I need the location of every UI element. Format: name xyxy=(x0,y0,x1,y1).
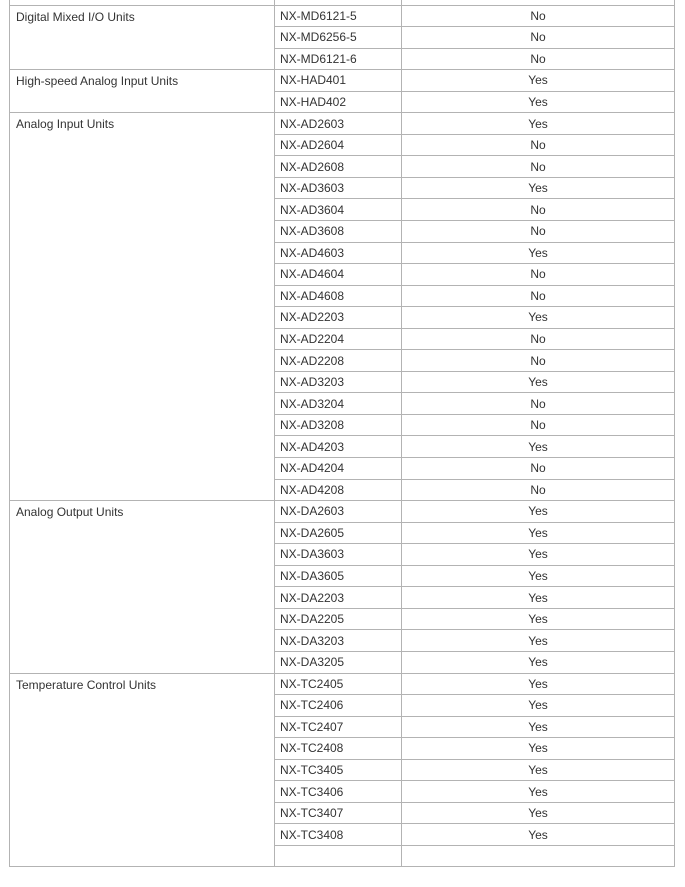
support-cell: Yes xyxy=(402,651,675,673)
model-cell: NX-AD2604 xyxy=(275,134,402,156)
category-cell: Temperature Control Units xyxy=(10,673,275,867)
table-body xyxy=(10,0,675,867)
model-cell: NX-AD4603 xyxy=(275,242,402,264)
table-row xyxy=(10,113,675,135)
support-cell: No xyxy=(402,350,675,372)
table-row xyxy=(10,5,675,27)
model-cell: NX-AD3204 xyxy=(275,393,402,415)
support-cell: No xyxy=(402,479,675,501)
model-cell: NX-TC2407 xyxy=(275,716,402,738)
table-row xyxy=(10,673,675,695)
model-cell: NX-TC3406 xyxy=(275,781,402,803)
support-cell: Yes xyxy=(402,565,675,587)
support-cell: No xyxy=(402,199,675,221)
model-cell: NX-DA3605 xyxy=(275,565,402,587)
support-cell: Yes xyxy=(402,716,675,738)
table-row xyxy=(10,501,675,523)
category-cell: Analog Input Units xyxy=(10,113,275,501)
support-cell: Yes xyxy=(402,759,675,781)
units-support-table xyxy=(9,0,675,867)
model-cell: NX-AD4204 xyxy=(275,458,402,480)
model-cell: NX-DA3203 xyxy=(275,630,402,652)
model-cell: NX-HAD402 xyxy=(275,91,402,113)
support-cell xyxy=(402,845,675,867)
model-cell: NX-AD3608 xyxy=(275,221,402,243)
model-cell: NX-AD2608 xyxy=(275,156,402,178)
support-cell: Yes xyxy=(402,91,675,113)
category-cell: Digital Mixed I/O Units xyxy=(10,5,275,70)
support-cell: Yes xyxy=(402,113,675,135)
support-cell: No xyxy=(402,328,675,350)
support-cell: Yes xyxy=(402,738,675,760)
support-cell: No xyxy=(402,393,675,415)
support-cell: No xyxy=(402,285,675,307)
support-cell: Yes xyxy=(402,824,675,846)
model-cell: NX-TC2408 xyxy=(275,738,402,760)
support-cell: No xyxy=(402,221,675,243)
model-cell: NX-DA3205 xyxy=(275,651,402,673)
model-cell: NX-AD2208 xyxy=(275,350,402,372)
model-cell: NX-DA2603 xyxy=(275,501,402,523)
model-cell: NX-DA2605 xyxy=(275,522,402,544)
support-cell: No xyxy=(402,27,675,49)
model-cell: NX-AD3203 xyxy=(275,371,402,393)
support-cell: No xyxy=(402,48,675,70)
support-cell: No xyxy=(402,134,675,156)
model-cell: NX-AD4208 xyxy=(275,479,402,501)
model-cell: NX-TC3407 xyxy=(275,802,402,824)
support-cell: Yes xyxy=(402,544,675,566)
model-cell xyxy=(275,845,402,867)
support-cell: Yes xyxy=(402,802,675,824)
support-cell: Yes xyxy=(402,177,675,199)
model-cell: NX-MD6256-5 xyxy=(275,27,402,49)
support-cell: Yes xyxy=(402,781,675,803)
model-cell: NX-TC2406 xyxy=(275,695,402,717)
support-cell: Yes xyxy=(402,522,675,544)
support-cell: Yes xyxy=(402,695,675,717)
support-cell: Yes xyxy=(402,242,675,264)
support-cell: Yes xyxy=(402,501,675,523)
support-cell: Yes xyxy=(402,630,675,652)
model-cell: NX-AD2603 xyxy=(275,113,402,135)
model-cell: NX-AD3208 xyxy=(275,414,402,436)
model-cell: NX-DA2203 xyxy=(275,587,402,609)
support-cell: No xyxy=(402,156,675,178)
support-cell: Yes xyxy=(402,436,675,458)
support-cell: No xyxy=(402,414,675,436)
model-cell: NX-AD4203 xyxy=(275,436,402,458)
support-cell: Yes xyxy=(402,307,675,329)
model-cell: NX-TC3408 xyxy=(275,824,402,846)
model-cell: NX-DA2205 xyxy=(275,608,402,630)
model-cell: NX-AD2204 xyxy=(275,328,402,350)
support-cell: No xyxy=(402,5,675,27)
model-cell: NX-AD3604 xyxy=(275,199,402,221)
model-cell: NX-TC3405 xyxy=(275,759,402,781)
model-cell: NX-AD3603 xyxy=(275,177,402,199)
model-cell: NX-AD2203 xyxy=(275,307,402,329)
table-row xyxy=(10,70,675,92)
support-cell: Yes xyxy=(402,70,675,92)
support-cell: No xyxy=(402,264,675,286)
support-cell: Yes xyxy=(402,608,675,630)
model-cell: NX-MD6121-5 xyxy=(275,5,402,27)
model-cell: NX-TC2405 xyxy=(275,673,402,695)
model-cell: NX-AD4608 xyxy=(275,285,402,307)
support-cell: Yes xyxy=(402,673,675,695)
support-cell: No xyxy=(402,458,675,480)
model-cell: NX-AD4604 xyxy=(275,264,402,286)
support-cell: Yes xyxy=(402,587,675,609)
category-cell: Analog Output Units xyxy=(10,501,275,673)
category-cell: High-speed Analog Input Units xyxy=(10,70,275,113)
model-cell: NX-HAD401 xyxy=(275,70,402,92)
model-cell: NX-DA3603 xyxy=(275,544,402,566)
model-cell: NX-MD6121-6 xyxy=(275,48,402,70)
support-cell: Yes xyxy=(402,371,675,393)
